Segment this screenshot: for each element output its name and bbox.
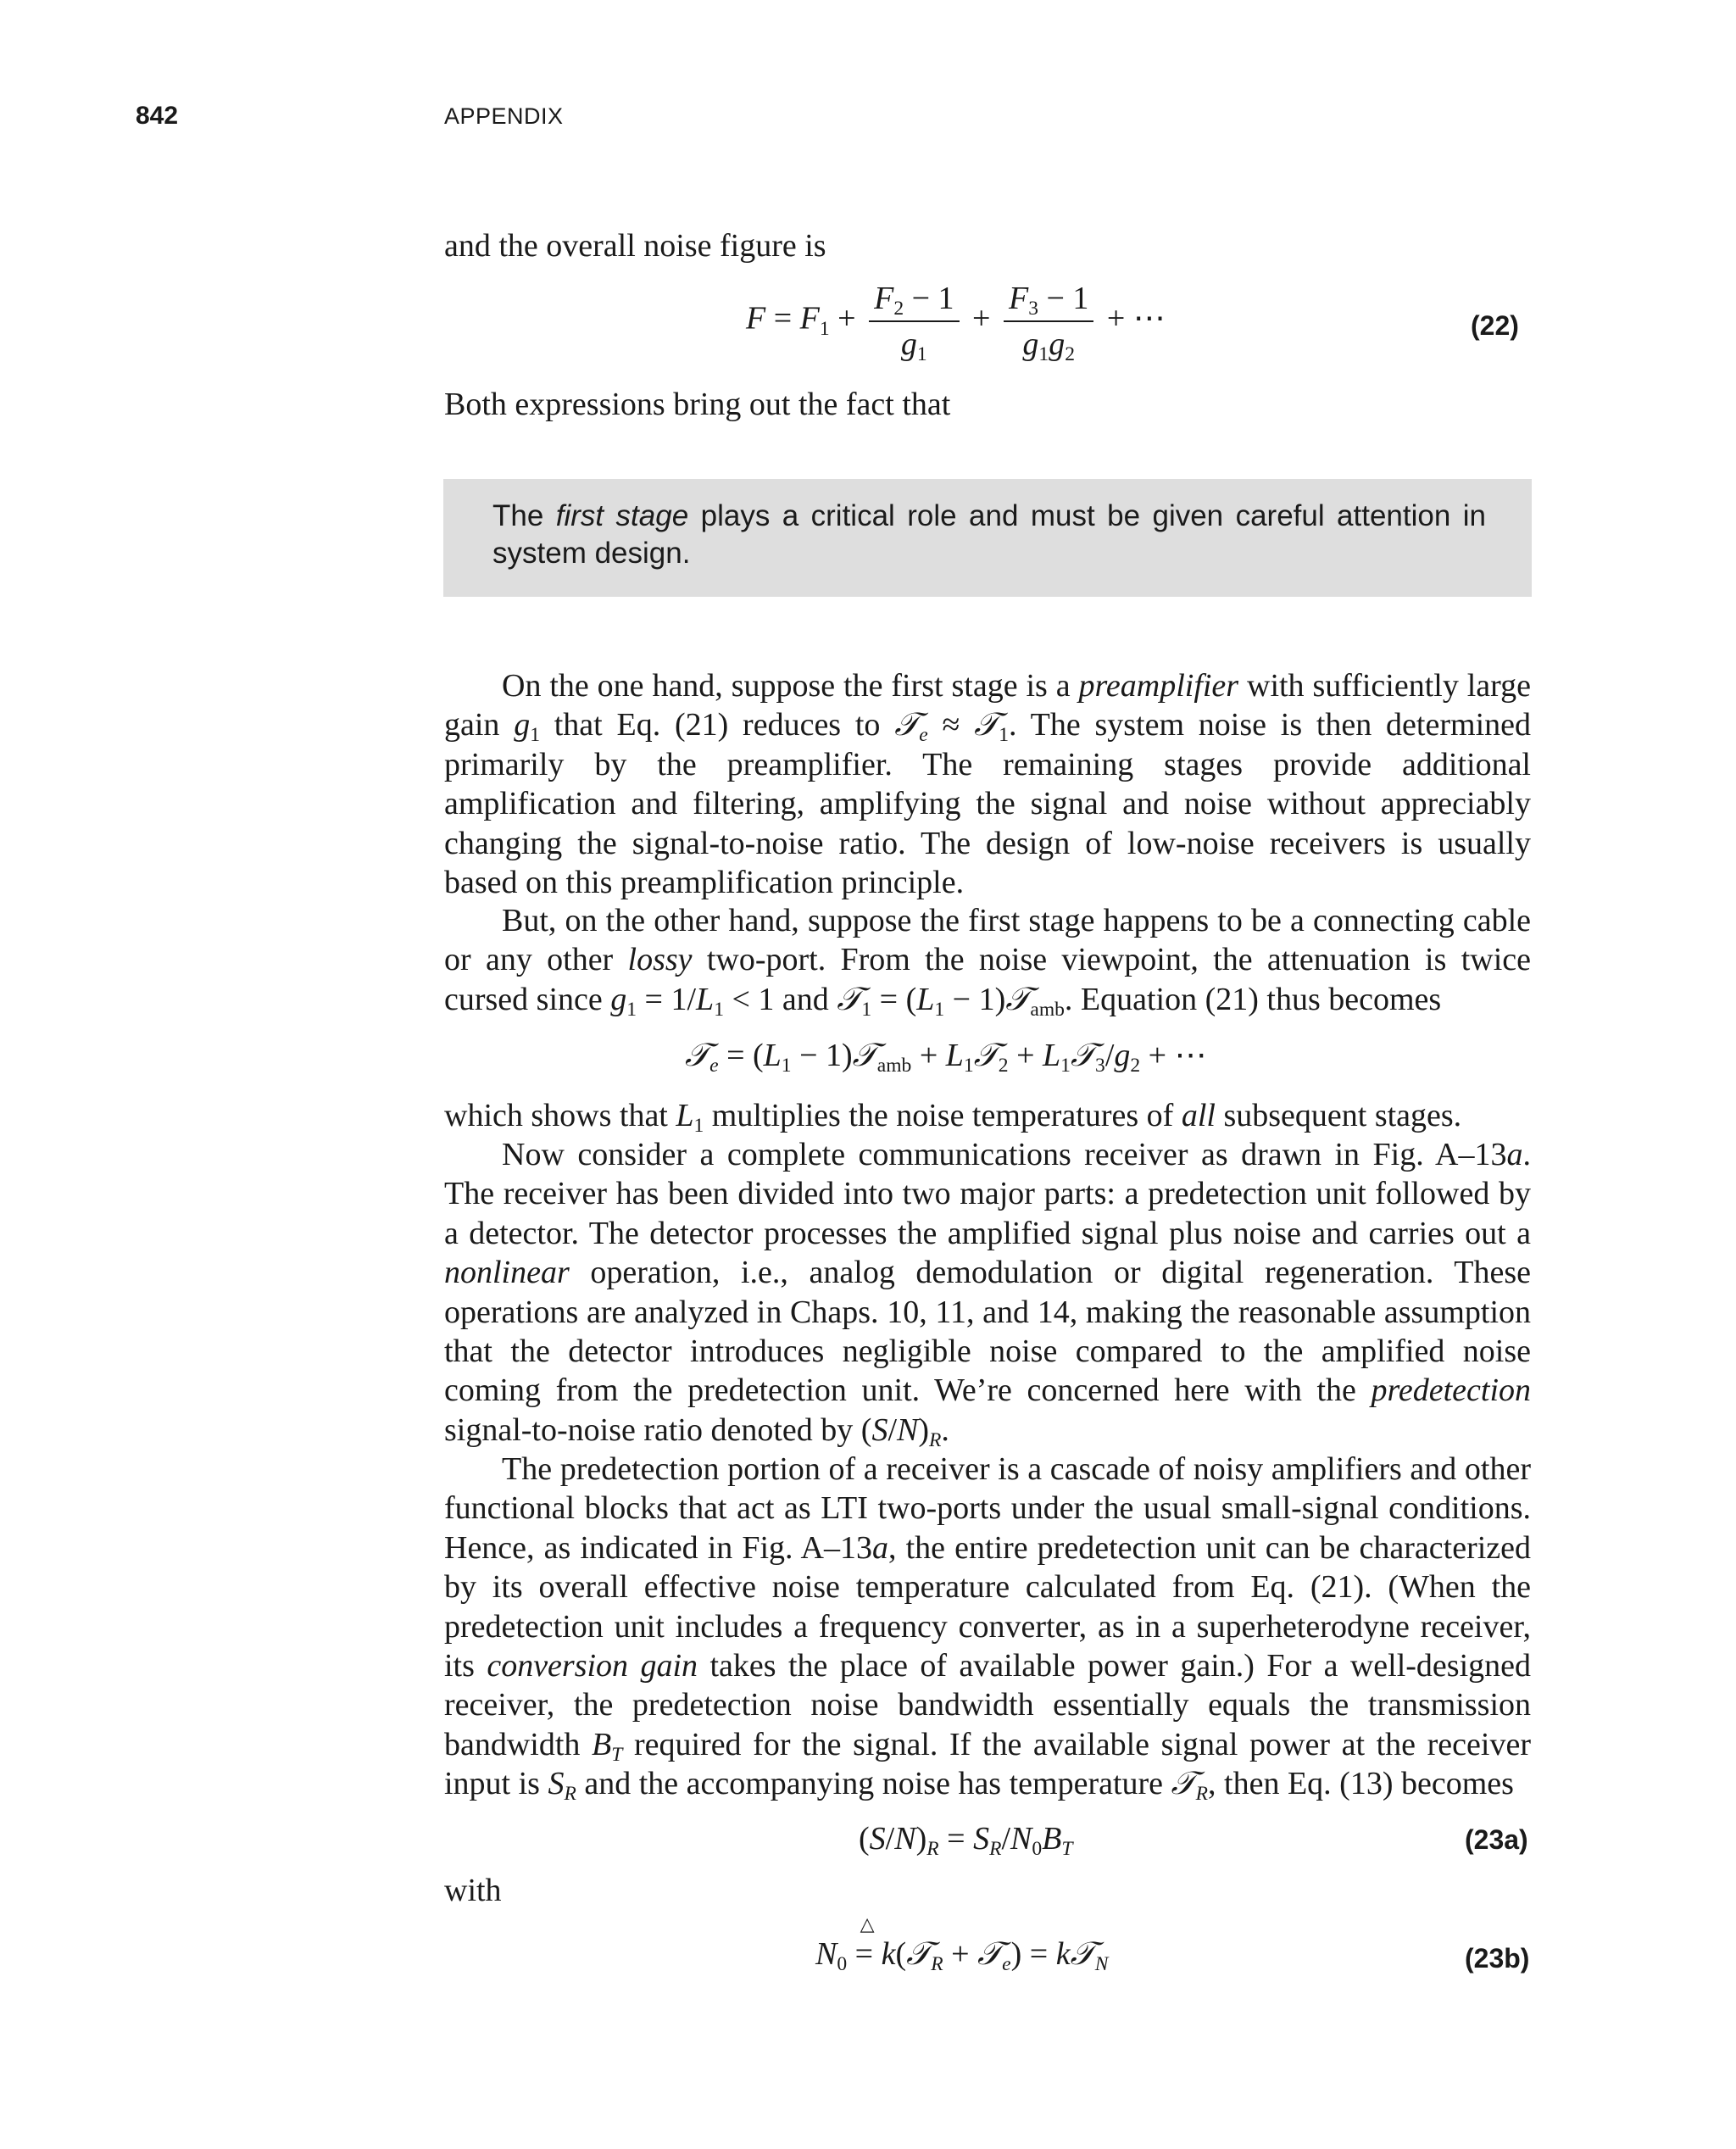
- equation-23b: $N_0$ △ = k(𝒯$_R$ + 𝒯$_e$) = k𝒯$_N$: [815, 1913, 1109, 1976]
- page-number: 842: [136, 102, 179, 130]
- callout-text: The first stage plays a critical role and must be given careful attention in system design.: [492, 499, 1486, 570]
- paragraph-predetection: The predetection portion of a receiver is a cascade of noisy amplifiers and other functional blocks that act as LTI two-ports under the usual small-signal conditions. Hence, as indicated in Fig. A–13a, the entire predetection unit can be characterized by its overall effective noise temperature calculated from Eq. (21). (When the predetection unit includes a frequency converter, as in a superheterodyne receiver, its conversion gain takes the place of available power gain.) For a well-designed receiver, the predetection noise bandwidth essentially equals the transmission bandwidth $B_T$ required for the signal. If the available signal power at the receiver input is $S_R$ and the accompanying noise has temperature 𝒯$_R$, then Eq. (13) becomes: [444, 1451, 1532, 1806]
- with-text: with: [444, 1873, 502, 1908]
- paragraph-multiplies: which shows that $L_1$ multiplies the noise temperatures of all subsequent stages.: [444, 1098, 1462, 1138]
- equation-lossy-cascade: 𝒯$_e$ = ($L_1$ − 1)𝒯$_{amb}$ + $L_1𝒯_2$ + $L_1𝒯_3/g_2$ + ⋯: [685, 1038, 1207, 1077]
- equation-22-number: (22): [1471, 310, 1519, 341]
- equation-23a-number: (23a): [1465, 1824, 1528, 1855]
- running-head: APPENDIX: [444, 103, 564, 129]
- intro-text: and the overall noise figure is: [444, 228, 826, 264]
- equation-23b-number: (23b): [1465, 1943, 1530, 1974]
- paragraph-receiver: Now consider a complete communications receiver as drawn in Fig. A–13a. The receiver has been divided into two major parts: a predetection unit followed by a detector. The detector processes the amplified signal plus noise and carries out a nonlinear operation, i.e., analog demodulation or digital regeneration. These operations are analyzed in Chaps. 10, 11, and 14, making the reasonable assumption that the detector introduces negligible noise compared to the amplified noise coming from the predetection unit. We’re concerned here with the predetection signal-to-noise ratio denoted by $(S/N)_R$.: [444, 1137, 1531, 1451]
- equation-22: $F = F_1$ + $\frac{F_2 - 1}{g_1}$ + $\frac{F_3 - 1}{g_1g_2}$ + ⋯: [746, 281, 1166, 366]
- paragraph-preamplifier: On the one hand, suppose the first stage is a preamplifier with sufficiently large gain $g_1$ that Eq. (21) reduces to 𝒯$_e$ ≈ 𝒯$_1$. The system noise is then determined primarily by the preamplifier. The remaining stages provide additional amplification and filtering, amplifying the signal and noise without appreciably changing the signal-to-noise ratio. The design of low-noise receivers is usually based on this preamplification principle.: [444, 668, 1531, 901]
- both-expressions-text: Both expressions bring out the fact that: [444, 387, 951, 422]
- callout-box: [443, 479, 1532, 597]
- paragraph-lossy: But, on the other hand, suppose the first stage happens to be a connecting cable or any other lossy two-port. From the noise viewpoint, the attenuation is twice cursed since $g_1 = 1/L_1 < 1$ and 𝒯$_1$ = ($L_1$ − 1)𝒯$_{amb}$. Equation (21) thus becomes: [444, 903, 1532, 1021]
- equation-23a: $(S/N)_R = S_R/N_0B_T$: [859, 1821, 1073, 1861]
